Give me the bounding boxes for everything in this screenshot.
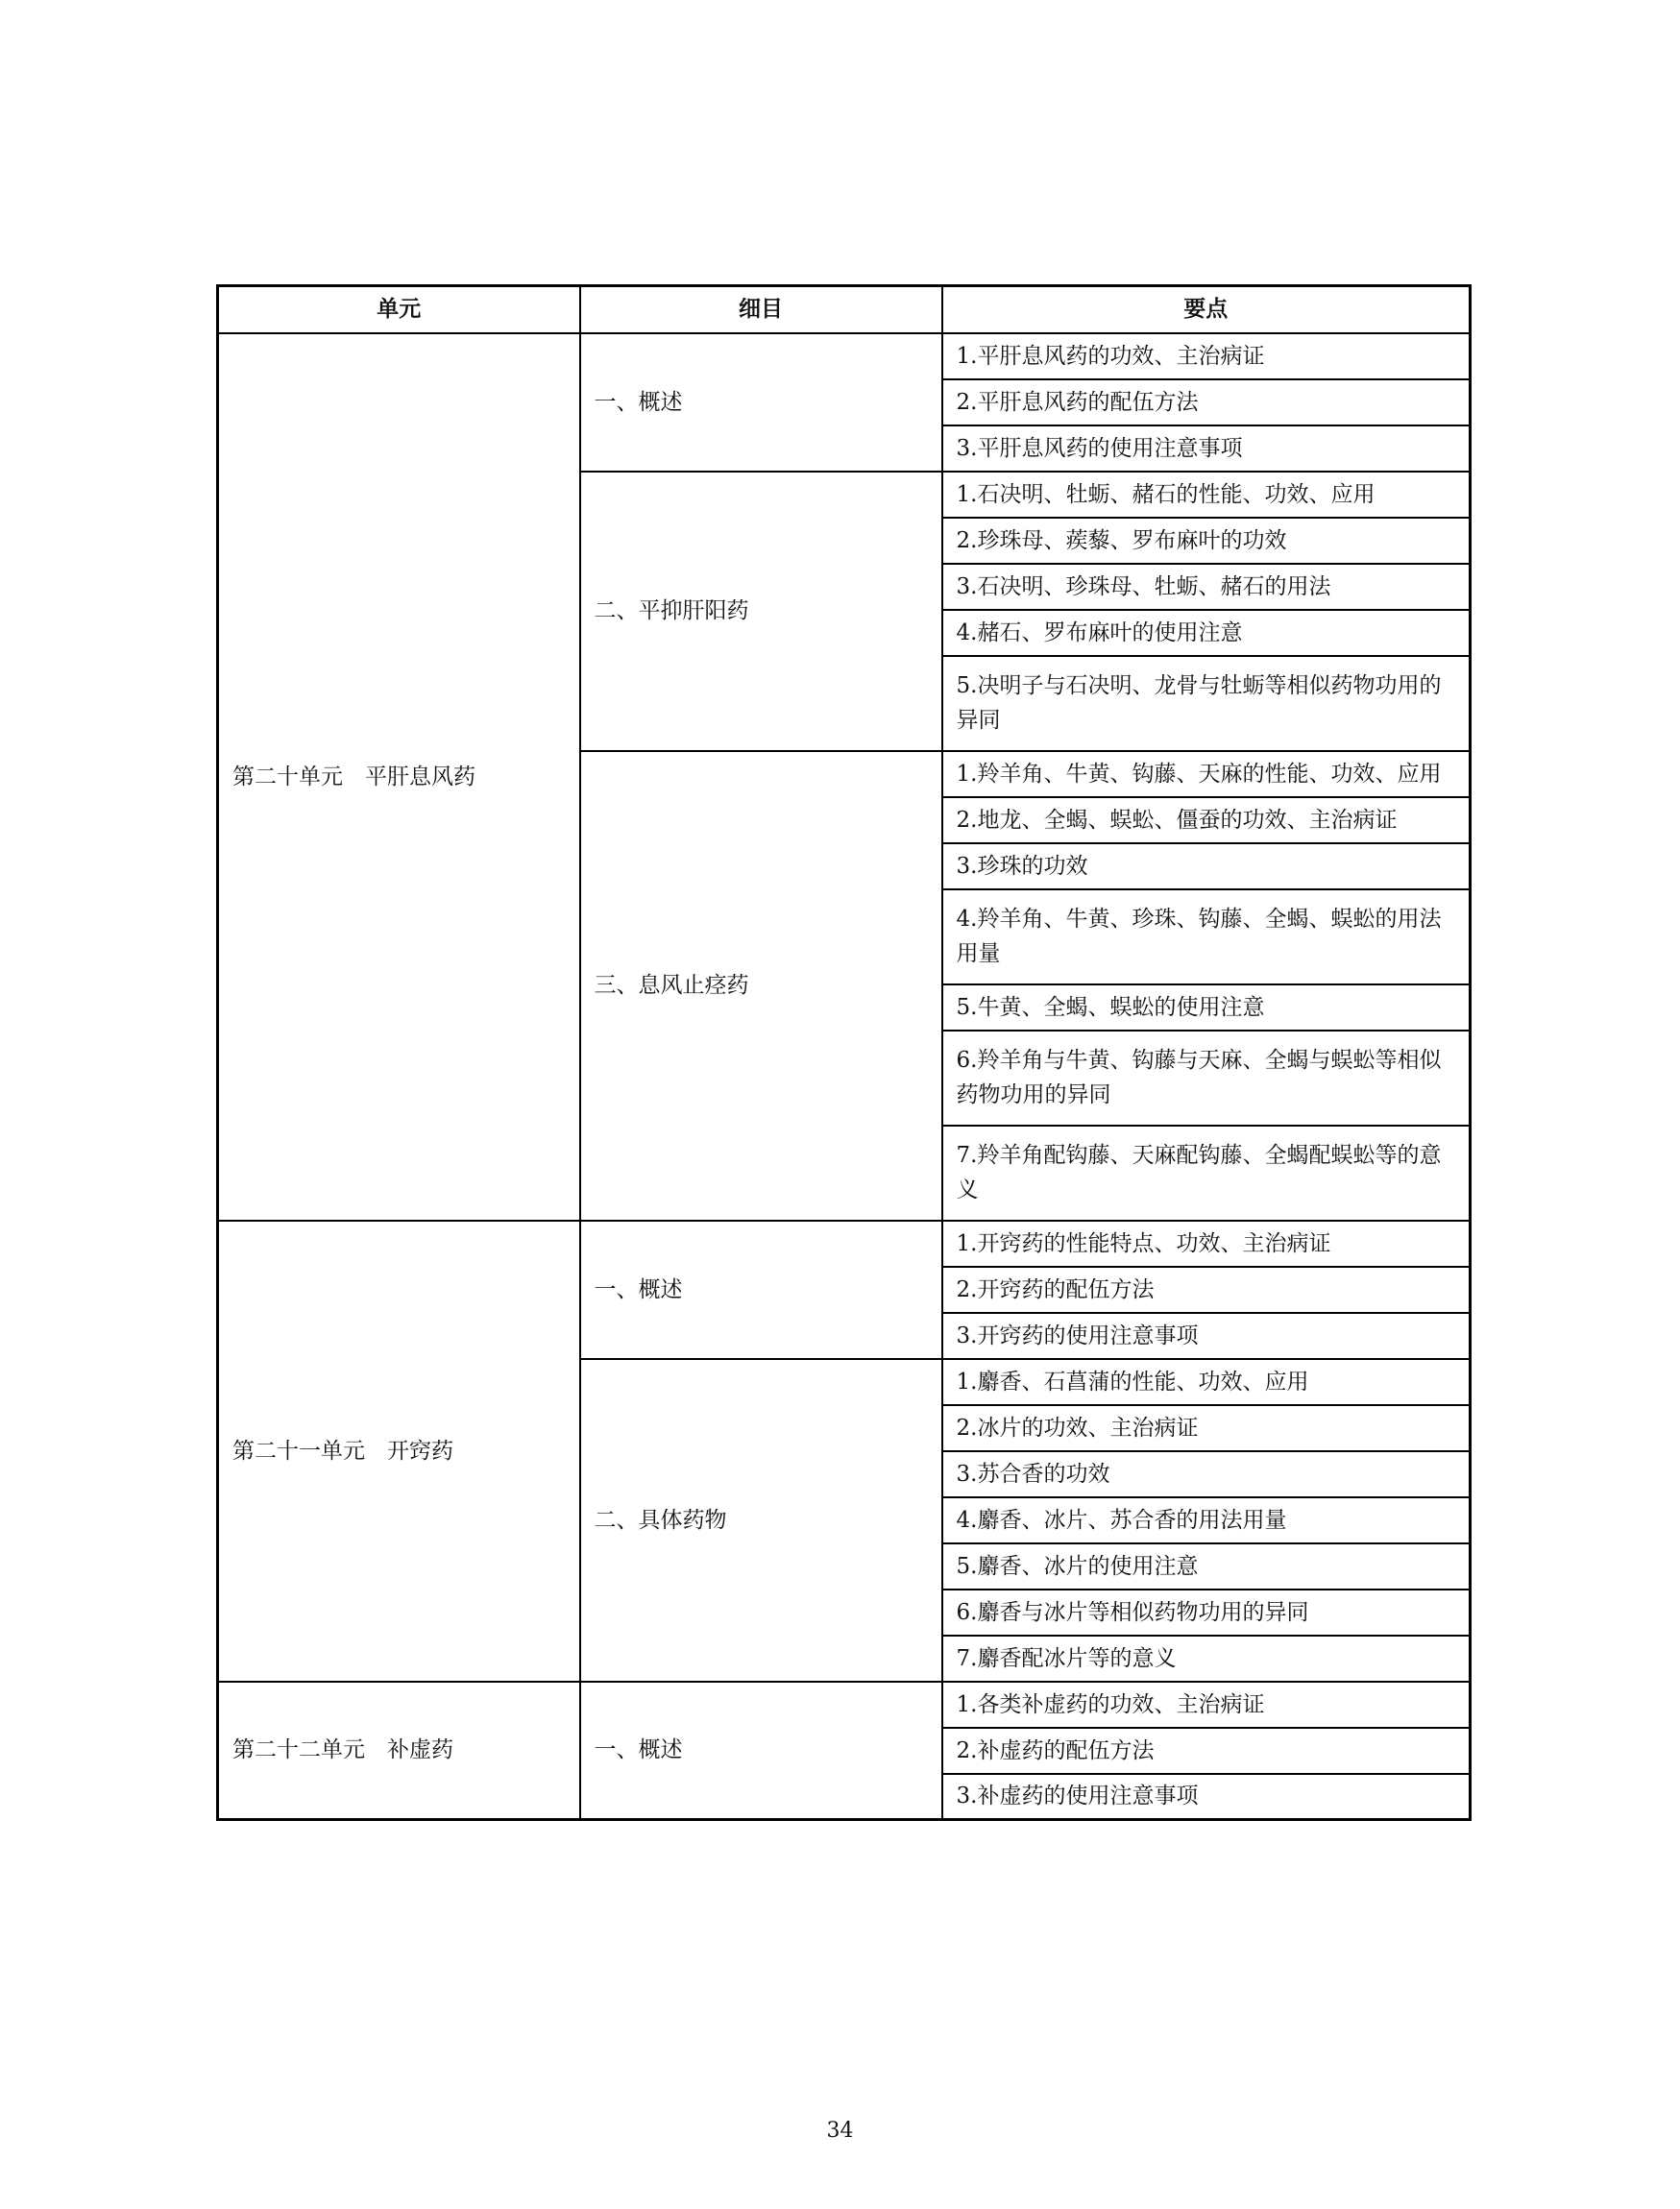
header-points: 要点 — [942, 286, 1471, 333]
unit-cell: 第二十单元 平肝息风药 — [218, 333, 580, 1221]
point-cell: 3.补虚药的使用注意事项 — [942, 1774, 1471, 1820]
point-cell: 5.决明子与石决明、龙骨与牡蛎等相似药物功用的异同 — [942, 656, 1471, 751]
point-cell: 2.平肝息风药的配伍方法 — [942, 379, 1471, 425]
point-cell: 4.赭石、罗布麻叶的使用注意 — [942, 610, 1471, 656]
point-cell: 1.各类补虚药的功效、主治病证 — [942, 1682, 1471, 1728]
point-cell: 2.珍珠母、蒺藜、罗布麻叶的功效 — [942, 518, 1471, 564]
syllabus-table — [216, 284, 1472, 1821]
point-cell: 2.冰片的功效、主治病证 — [942, 1405, 1471, 1451]
table-row — [218, 1221, 1471, 1267]
point-cell: 2.开窍药的配伍方法 — [942, 1267, 1471, 1313]
point-cell: 7.麝香配冰片等的意义 — [942, 1636, 1471, 1682]
point-cell: 2.补虚药的配伍方法 — [942, 1728, 1471, 1774]
header-item: 细目 — [580, 286, 942, 333]
unit-cell: 第二十二单元 补虚药 — [218, 1682, 580, 1820]
item-cell: 二、具体药物 — [580, 1359, 942, 1682]
point-cell: 1.羚羊角、牛黄、钩藤、天麻的性能、功效、应用 — [942, 751, 1471, 797]
header-unit: 单元 — [218, 286, 580, 333]
item-cell: 一、概述 — [580, 1682, 942, 1820]
item-cell: 二、平抑肝阳药 — [580, 472, 942, 751]
point-cell: 3.石决明、珍珠母、牡蛎、赭石的用法 — [942, 564, 1471, 610]
point-cell: 1.石决明、牡蛎、赭石的性能、功效、应用 — [942, 472, 1471, 518]
point-cell: 1.开窍药的性能特点、功效、主治病证 — [942, 1221, 1471, 1267]
point-cell: 1.平肝息风药的功效、主治病证 — [942, 333, 1471, 379]
point-cell: 3.开窍药的使用注意事项 — [942, 1313, 1471, 1359]
page-number: 34 — [826, 2119, 854, 2143]
header-row — [218, 286, 1471, 333]
point-cell: 7.羚羊角配钩藤、天麻配钩藤、全蝎配蜈蚣等的意义 — [942, 1126, 1471, 1221]
item-cell: 一、概述 — [580, 1221, 942, 1359]
point-cell: 1.麝香、石菖蒲的性能、功效、应用 — [942, 1359, 1471, 1405]
item-cell: 三、息风止痉药 — [580, 751, 942, 1221]
point-cell: 6.羚羊角与牛黄、钩藤与天麻、全蝎与蜈蚣等相似药物功用的异同 — [942, 1031, 1471, 1126]
table-row — [218, 333, 1471, 379]
item-cell: 一、概述 — [580, 333, 942, 472]
point-cell: 5.牛黄、全蝎、蜈蚣的使用注意 — [942, 984, 1471, 1031]
point-cell: 6.麝香与冰片等相似药物功用的异同 — [942, 1590, 1471, 1636]
point-cell: 3.珍珠的功效 — [942, 843, 1471, 889]
unit-cell: 第二十一单元 开窍药 — [218, 1221, 580, 1682]
point-cell: 2.地龙、全蝎、蜈蚣、僵蚕的功效、主治病证 — [942, 797, 1471, 843]
point-cell: 4.麝香、冰片、苏合香的用法用量 — [942, 1497, 1471, 1543]
point-cell: 3.平肝息风药的使用注意事项 — [942, 425, 1471, 472]
point-cell: 5.麝香、冰片的使用注意 — [942, 1543, 1471, 1590]
point-cell: 3.苏合香的功效 — [942, 1451, 1471, 1497]
table-row — [218, 1682, 1471, 1728]
point-cell: 4.羚羊角、牛黄、珍珠、钩藤、全蝎、蜈蚣的用法用量 — [942, 889, 1471, 984]
